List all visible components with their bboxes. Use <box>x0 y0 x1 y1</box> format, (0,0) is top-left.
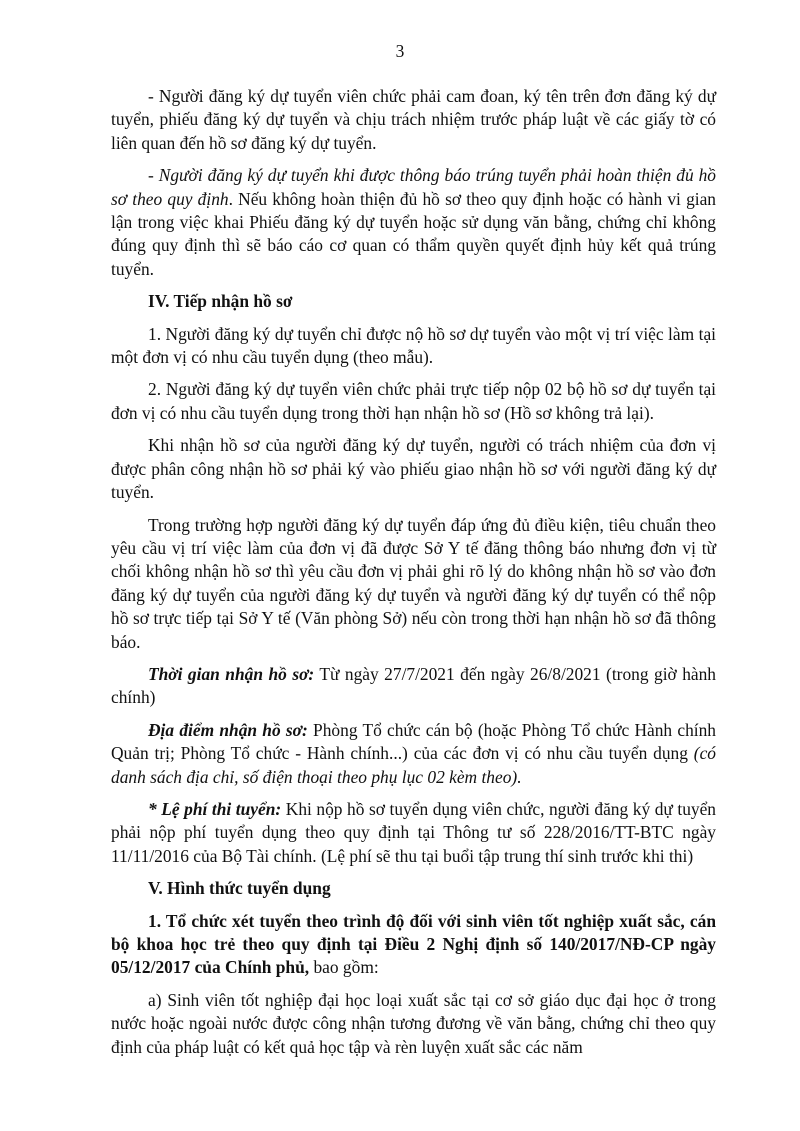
paragraph-commitment: - Người đăng ký dự tuyển viên chức phải cam đoan, ký tên trên đơn đăng ký dự tuyển, phiếu đăng ký dự tuyển và chịu trách nhiệm trước pháp luật về các giấy tờ có liên quan đến hồ sơ đăng ký dự tuyển. <box>111 86 716 153</box>
paragraph-complete-dossier <box>111 164 716 281</box>
selection-form-text: bao gồm: <box>309 957 379 978</box>
page-number: 3 <box>395 41 405 61</box>
paragraph-submit-two-sets: 2. Người đăng ký dự tuyển viên chức phải trực tiếp nộp 02 bộ hồ sơ dự tuyển tại đơn vị có nhu cầu tuyển dụng trong thời hạn nhận hồ sơ (Hồ sơ không trả lại). <box>111 379 716 423</box>
exam-fee-label: * Lệ phí thi tuyển: <box>148 798 282 819</box>
receiving-time-label: Thời gian nhận hồ sơ: <box>148 663 315 684</box>
exam-fee-text: Khi nộp hồ sơ tuyển dụng viên chức, người đăng ký dự tuyển phải nộp phí tuyển dụng theo quy định tại Thông tư số 228/2016/TT-BTC ngày 11/11/2016 của Bộ Tài chính. (Lệ phí sẽ thu tại buổi tập trung thí sinh trước khi thi) <box>111 798 716 866</box>
paragraph-refusal-case: Trong trường hợp người đăng ký dự tuyển đáp ứng đủ điều kiện, tiêu chuẩn theo yêu cầu vị trí việc làm của đơn vị đã được Sở Y tế đăng thông báo nhưng đơn vị từ chối không nhận hồ sơ thì yêu cầu đơn vị phải ghi rõ lý do không nhận hồ sơ vào đơn đăng ký dự tuyển của người đăng ký dự tuyển và người đăng ký dự tuyển có thể nộp hồ sơ trực tiếp tại Sở Y tế (Văn phòng Sở) nếu còn trong thời hạn nhận hồ sơ đã thông báo. <box>111 514 716 652</box>
paragraph-receiving-time <box>111 663 716 710</box>
paragraph-excellent-graduates: a) Sinh viên tốt nghiệp đại học loại xuất sắc tại cơ sở giáo dục đại học ở trong nước hoặc ngoài nước được công nhận tương đương về văn bằng, chứng chỉ theo quy định của pháp luật có kết quả học tập và rèn luyện xuất sắc các năm <box>111 989 716 1057</box>
complete-dossier-text: . Nếu không hoàn thiện đủ hồ sơ theo quy định hoặc có hành vi gian lận trong việc khai Phiếu đăng ký dự tuyển hoặc sử dụng văn bằng, chứng chỉ không đúng quy định thì sẽ báo cáo cơ quan có thẩm quyền quyết định hủy kết quả trúng tuyển. <box>111 188 717 279</box>
paragraph-selection-form <box>111 910 716 980</box>
selection-form-bold: 1. Tổ chức xét tuyển theo trình độ đối với sinh viên tốt nghiệp xuất sắc, cán bộ khoa học trẻ theo quy định tại Điều 2 Nghị định số 140/2017/NĐ-CP ngày 05/12/2017 của Chính phủ, <box>111 910 716 978</box>
receiving-place-text: Phòng Tổ chức cán bộ (hoặc Phòng Tổ chức Hành chính Quản trị; Phòng Tổ chức - Hành chính...) của các đơn vị có nhu cầu tuyển dụng <box>111 719 716 764</box>
receiving-place-label: Địa điểm nhận hồ sơ: <box>148 719 308 740</box>
paragraph-one-position: 1. Người đăng ký dự tuyển chỉ được nộ hồ sơ dự tuyển vào một vị trí việc làm tại một đơn vị có nhu cầu tuyển dụng (theo mẫu). <box>111 323 716 368</box>
paragraph-receipt-signing: Khi nhận hồ sơ của người đăng ký dự tuyển, người có trách nhiệm của đơn vị được phân công nhận hồ sơ phải ký vào phiếu giao nhận hồ sơ với người đăng ký dự tuyển. <box>111 435 716 503</box>
receiving-place-note: (có danh sách địa chỉ, số điện thoại theo phụ lục 02 kèm theo). <box>111 743 716 787</box>
receiving-time-text: Từ ngày 27/7/2021 đến ngày 26/8/2021 (trong giờ hành chính) <box>111 663 717 708</box>
paragraph-exam-fee <box>111 798 716 868</box>
section-heading-iv: IV. Tiếp nhận hồ sơ <box>148 291 293 312</box>
section-heading-v: V. Hình thức tuyển dụng <box>148 878 331 899</box>
complete-dossier-italic: - Người đăng ký dự tuyển khi được thông báo trúng tuyển phải hoàn thiện đủ hồ sơ theo quy định <box>111 165 716 209</box>
document-body <box>111 85 716 1068</box>
paragraph-receiving-place <box>111 719 716 789</box>
